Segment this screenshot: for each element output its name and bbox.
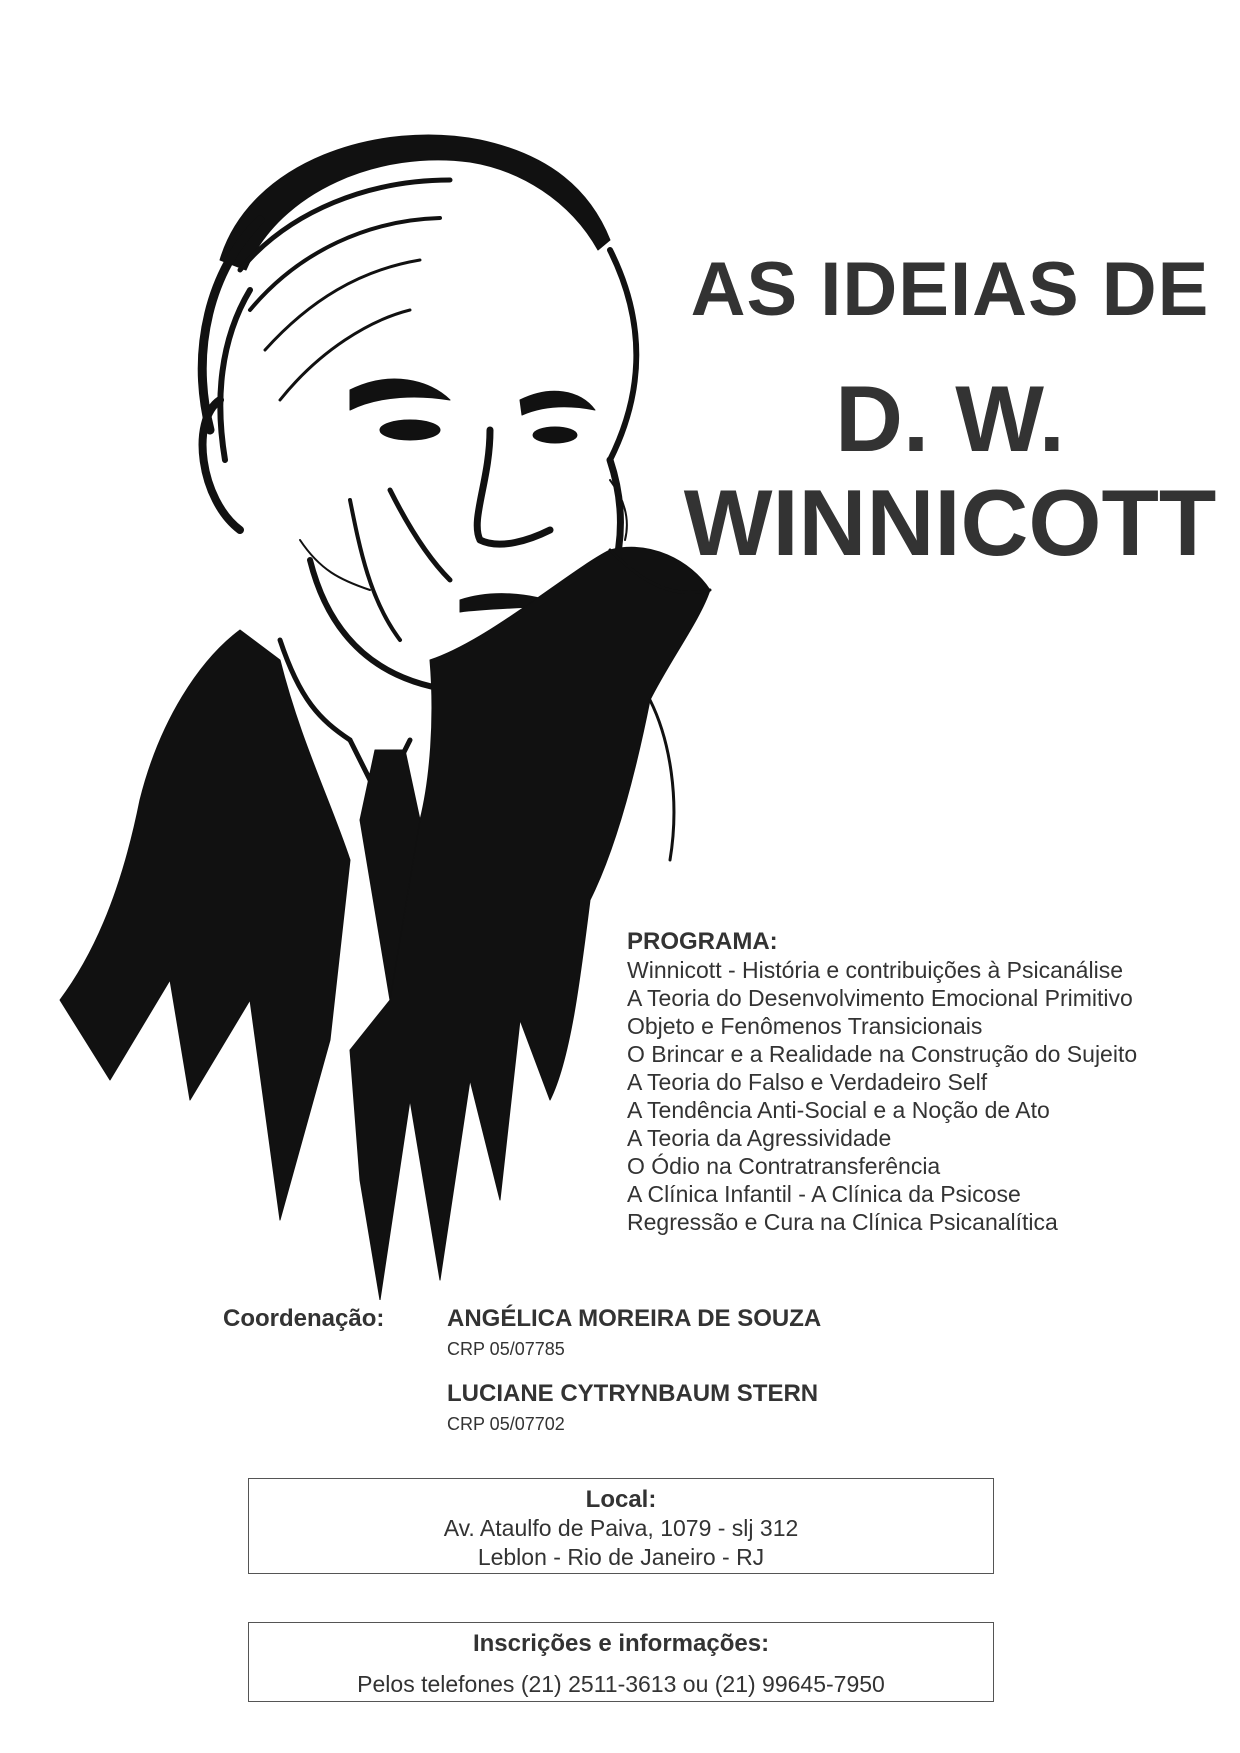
- poster-title: [670, 240, 1230, 575]
- location-box: [248, 1478, 994, 1574]
- coordinator-crp: CRP 05/07702: [447, 1414, 565, 1434]
- coordinator-2: [447, 1380, 818, 1435]
- coordinator-1: [447, 1305, 821, 1360]
- registration-info-box: [248, 1622, 994, 1702]
- program-item: Objeto e Fenômenos Transicionais: [627, 1013, 983, 1039]
- coordinator-name: ANGÉLICA MOREIRA DE SOUZA: [447, 1305, 822, 1332]
- title-line-2: D. W.: [835, 366, 1065, 471]
- coordinator-name: LUCIANE CYTRYNBAUM STERN: [447, 1380, 819, 1407]
- location-city: Leblon - Rio de Janeiro - RJ: [477, 1544, 765, 1570]
- location-address: Av. Ataulfo de Paiva, 1079 - slj 312: [443, 1515, 799, 1541]
- program-item: A Teoria da Agressividade: [627, 1125, 892, 1151]
- program-item: A Clínica Infantil - A Clínica da Psicose: [627, 1181, 1021, 1207]
- coordination-label: Coordenação:: [223, 1305, 385, 1332]
- title-line-3: WINNICOTT: [683, 470, 1217, 575]
- location-heading: Local:: [585, 1486, 657, 1513]
- program-item: Regressão e Cura na Clínica Psicanalítica: [627, 1209, 1058, 1235]
- program-item: A Tendência Anti-Social e a Noção de Ato: [627, 1097, 1050, 1123]
- program-section: [627, 928, 1187, 1236]
- program-list: [627, 956, 1187, 1236]
- info-phones: Pelos telefones (21) 2511-3613 ou (21) 99645-7950: [357, 1671, 885, 1697]
- program-heading: PROGRAMA:: [627, 928, 778, 955]
- program-item: A Teoria do Falso e Verdadeiro Self: [627, 1069, 988, 1095]
- title-line-1: AS IDEIAS DE: [690, 247, 1210, 332]
- info-heading: Inscrições e informações:: [472, 1630, 770, 1657]
- program-item: A Teoria do Desenvolvimento Emocional Primitivo: [627, 985, 1133, 1011]
- program-item: O Brincar e a Realidade na Construção do Sujeito: [627, 1041, 1138, 1067]
- program-item: Winnicott - História e contribuições à Psicanálise: [627, 957, 1123, 983]
- program-item: O Ódio na Contratransferência: [627, 1153, 941, 1179]
- coordinator-crp: CRP 05/07785: [447, 1339, 565, 1359]
